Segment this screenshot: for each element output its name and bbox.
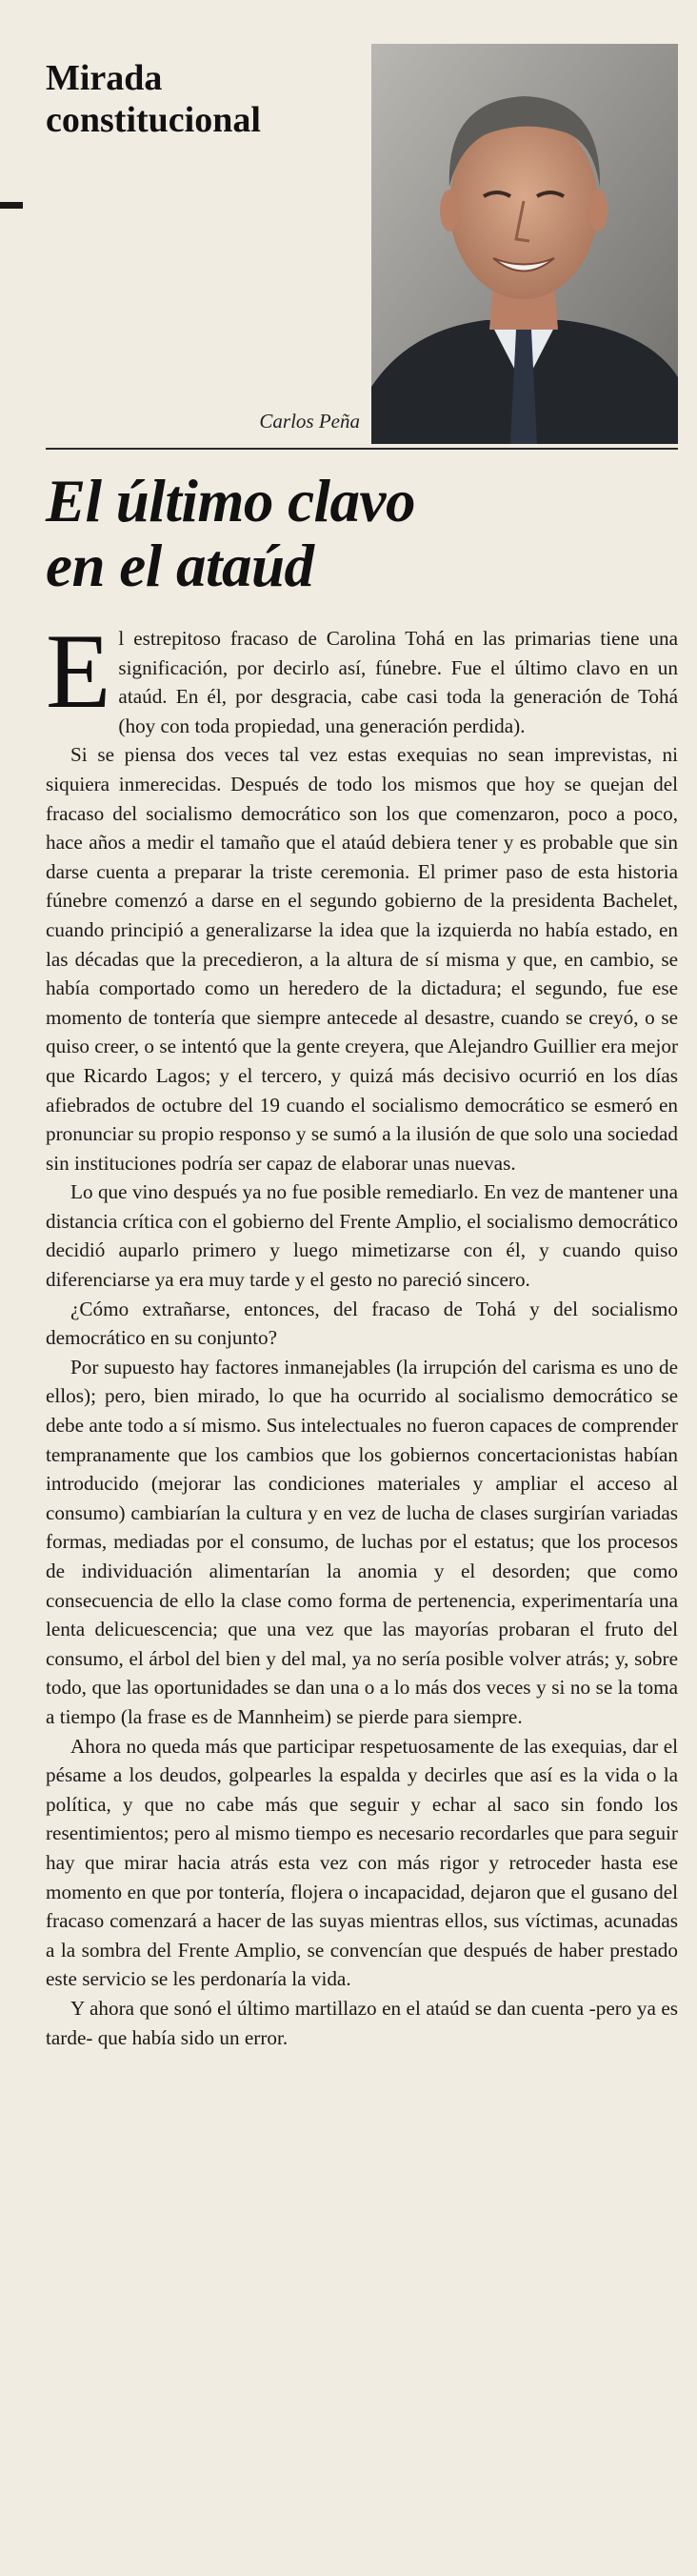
paragraph-3: Lo que vino después ya no fue posible remediarlo. En vez de mantener una distancia crítica con el gobierno del Frente Amplio, el socialismo democrático decidió auparlo primero y luego mimetizarse con él, y cuando quiso diferenciarse ya era muy tarde y el gesto no pareció sincero. xyxy=(46,1180,678,1292)
paragraph-7: Y ahora que sonó el último martillazo en el ataúd se dan cuenta -pero ya es tarde- que había sido un error. xyxy=(46,1996,678,2049)
paragraph-5: Por supuesto hay factores inmanejables (la irrupción del carisma es uno de ellos); pero, bien mirado, lo que ha ocurrido al socialismo democrático se debe ante todo a sí mismo. Sus intelectuales no fueron capaces de comprender tempranamente que los cambios que los gobiernos concertacionistas habían introducido (mejorar las condiciones materiales y ampliar el acceso al consumo) cambiarían la cultura y en vez de lucha de clases surgirían variadas formas, mediadas por el consumo, de luchas por el estatus; que los procesos de individuación alimentarían la anomia y el desorden; que como consecuencia de ello la clase como forma de pertenencia, experimentaría una lenta delicuescencia; que una vez que las mayorías probaran el fruto del consumo, el árbol del bien y del mal, ya no sería posible volver atrás; y, sobre todo, que las oportunidades se dan una o a lo más dos veces y si no se la toma a tiempo (la frase es de Mannheim) se pierde para siempre. xyxy=(46,1355,678,1728)
headline xyxy=(46,469,678,598)
paragraph-1-text: l estrepitoso fracaso de Carolina Tohá en las primarias tiene una significación, por decirlo así, fúnebre. Fue el último clavo en un ataúd. En él, por desgracia, cabe casi toda la generación de Tohá (hoy con toda propiedad, una generación perdida). xyxy=(118,627,678,737)
drop-cap: E xyxy=(46,613,111,731)
paragraph-6: Ahora no queda más que participar respetuosamente de las exequias, dar el pésame a los deudos, golpearles la espalda y decirles que así es la vida o la política, y que no cabe más que seguir y echar al saco sin fondo los resentimientos; pero al mismo tiempo es necesario recordarles que para seguir hay que mirar hacia atrás esta vez con más rigor y retroceder hasta ese momento en que por tontería, flojera o incapacidad, dejaron que el gusano del fracaso comenzará a hacer de las suyas mientras ellos, sus víctimas, acunadas a la sombra del Frente Amplio, se convencían que después de haber prestado este servicio se les perdonaría la vida. xyxy=(46,1734,678,1991)
paragraph-2: Si se piensa dos veces tal vez estas exequias no sean imprevistas, ni siquiera inmerecidas. Después de todo los mismos que hoy se quejan del fracaso del socialismo democrático son los que comenzaron, poco a poco, hace años a medir el tamaño que el ataúd debiera tener y es probable que sin darse cuenta a preparar la triste ceremonia. El primer paso de esta historia fúnebre comenzó a darse en el segundo gobierno de la presidenta Bachelet, cuando principió a generalizarse la idea que la izquierda no había estado, en las décadas que la precedieron, a la altura de sí misma y que, en cambio, se había comportado como un heredero de la dictadura; el segundo, fue ese momento de tontería que siempre antecede al desastre, cuando se creyó, o se quiso creer, o se intentó que la gente creyera, que Alejandro Guillier era mejor que Ricardo Lagos; y el tercero, y quizá más decisivo ocurrió en los días afiebrados de octubre del 19 cuando el socialismo democrático se esmeró en pronunciar su propio responso y se sumó a la ilusión de que solo una sociedad sin instituciones podría ser capaz de elaborar unas nuevas. xyxy=(46,743,678,1175)
author-photo xyxy=(371,44,678,444)
author-name: Carlos Peña xyxy=(259,410,360,433)
headline-line2: en el ataúd xyxy=(46,533,314,599)
section-marker xyxy=(0,202,23,209)
column-title-line2: constitucional xyxy=(46,100,261,140)
headline-line1: El último clavo xyxy=(46,468,416,534)
divider xyxy=(46,448,678,450)
paragraph-4: ¿Cómo extrañarse, entonces, del fracaso de Tohá y del socialismo democrático en su conjunto? xyxy=(46,1297,678,1350)
column-title-line1: Mirada xyxy=(46,58,163,98)
paragraph-1 xyxy=(46,613,678,740)
author-photo-illustration xyxy=(371,44,678,444)
article-body xyxy=(46,613,678,2052)
column-title xyxy=(46,57,261,141)
